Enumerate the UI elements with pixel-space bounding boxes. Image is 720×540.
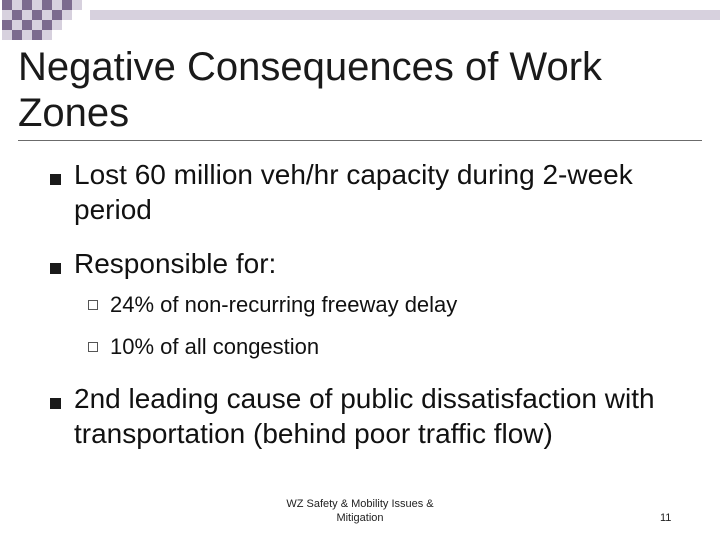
sub-bullet-marker-1: [88, 300, 98, 310]
checker-cell: [12, 30, 22, 40]
sub-bullet-marker-2: [88, 342, 98, 352]
sub-bullet-1-text: 24% of non-recurring freeway delay: [110, 292, 458, 317]
checker-cell: [62, 10, 72, 20]
title-divider: [18, 140, 702, 141]
checker-cell: [22, 30, 32, 40]
checker-cell: [32, 30, 42, 40]
bullet-2-text: Responsible for:: [74, 248, 277, 279]
checker-cell: [22, 10, 32, 20]
checker-cell: [12, 0, 22, 10]
checker-cell: [12, 20, 22, 30]
slide-title: Negative Consequences of Work Zones: [18, 45, 603, 135]
bullet-marker-2: [50, 263, 61, 274]
checker-cell: [72, 0, 82, 10]
checker-cell: [42, 30, 52, 40]
checker-cell: [52, 0, 62, 10]
checker-cell: [42, 10, 52, 20]
checker-cell: [22, 20, 32, 30]
bullet-marker-1: [50, 174, 61, 185]
checker-cell: [32, 10, 42, 20]
slide-footer: WZ Safety & Mobility Issues & Mitigation: [286, 498, 434, 524]
checker-cell: [12, 10, 22, 20]
checker-cell: [32, 0, 42, 10]
checker-cell: [2, 30, 12, 40]
checker-cell: [62, 0, 72, 10]
page-number: 11: [660, 512, 672, 524]
bullet-marker-3: [50, 398, 61, 409]
checker-cell: [52, 10, 62, 20]
checker-cell: [32, 20, 42, 30]
checkerboard-decoration: [0, 0, 720, 40]
sub-bullet-2-text: 10% of all congestion: [110, 334, 320, 359]
checker-cell: [2, 10, 12, 20]
checker-cell: [2, 20, 12, 30]
checker-cell: [22, 0, 32, 10]
checker-cell: [42, 20, 52, 30]
header-band: [90, 10, 720, 20]
checker-cell: [42, 0, 52, 10]
bullet-3-text: 2nd leading cause of public dissatisfaction with transportation (behind poor traffic flow): [74, 383, 655, 449]
checker-cell: [2, 0, 12, 10]
checker-cell: [52, 20, 62, 30]
bullet-1-text: Lost 60 million veh/hr capacity during 2-week period: [74, 159, 633, 225]
